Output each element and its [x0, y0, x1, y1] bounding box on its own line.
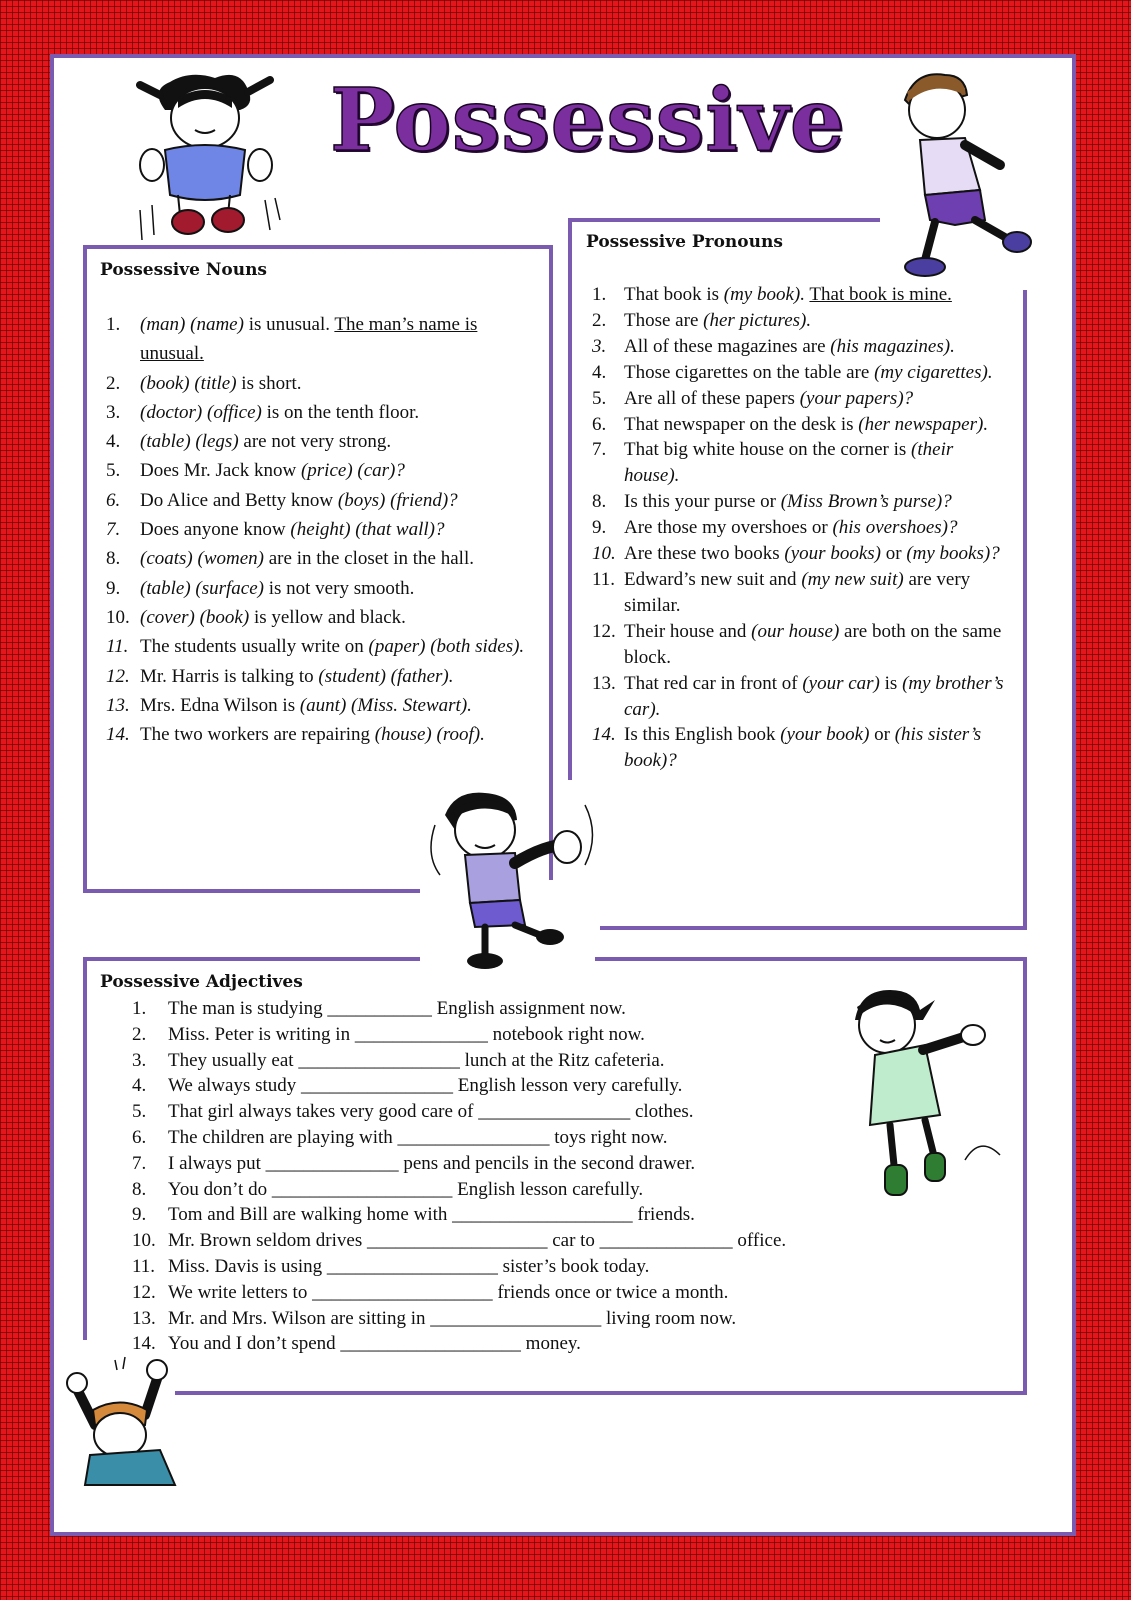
adjectives-item-number: 1. [132, 998, 147, 1019]
nouns-item-text: (table) (legs) are not very strong. [140, 431, 392, 453]
pronouns-item-number: 13. [592, 672, 616, 694]
boy-bouncing-illustration [425, 785, 600, 975]
page-title: Possessive [330, 70, 846, 171]
pronouns-item-number: 6. [592, 413, 607, 435]
nouns-item-number: 6. [106, 489, 121, 511]
pronouns-item [592, 437, 1012, 489]
pronouns-item-number: 8. [592, 491, 607, 513]
adjectives-item-number: 9. [132, 1204, 147, 1226]
adjectives-item-text: Tom and Bill are walking home with ___________________ friends. [168, 1204, 695, 1226]
nouns-item-text: Mrs. Edna Wilson is (aunt) (Miss. Stewart). [140, 694, 472, 716]
nouns-item-text: (book) (title) is short. [140, 372, 302, 394]
girl-green-illustration [845, 985, 1015, 1205]
nouns-item [106, 544, 538, 573]
adjectives-item-number: 2. [132, 1023, 147, 1045]
adjectives-item [132, 996, 932, 1022]
pronouns-item-text: Is this English book (your book) or (his sister’s book)? [624, 724, 982, 772]
boy-walking-illustration [895, 70, 1035, 280]
adjectives-item [132, 1048, 932, 1074]
nouns-item-text: The two workers are repairing (house) (roof). [140, 724, 485, 746]
nouns-list [106, 310, 538, 749]
pronouns-item-text: That book is (my book). That book is mine. [624, 284, 952, 305]
nouns-item-text: Mr. Harris is talking to (student) (father). [140, 665, 454, 687]
pronouns-item-text: Is this your purse or (Miss Brown’s purse)? [624, 491, 952, 513]
pronouns-item [592, 619, 1012, 671]
nouns-item-number: 10. [106, 606, 130, 628]
adjectives-item-text: We write letters to ___________________ friends once or twice a month. [168, 1281, 729, 1303]
pronouns-item [592, 541, 1012, 567]
nouns-item-number: 1. [106, 314, 121, 335]
adjectives-item-text: The man is studying ___________ English assignment now. [168, 998, 626, 1019]
pronouns-item [592, 360, 1012, 386]
adjectives-item [132, 1228, 932, 1254]
nouns-item-number: 5. [106, 460, 121, 482]
nouns-heading: Possessive Nouns [100, 260, 268, 280]
adjectives-item-number: 6. [132, 1126, 147, 1148]
adjectives-item [132, 1022, 932, 1048]
adjectives-item-text: They usually eat _________________ lunch at the Ritz cafeteria. [168, 1049, 665, 1071]
adjectives-item [132, 1177, 932, 1203]
adjectives-item [132, 1151, 932, 1177]
adjectives-item [132, 1099, 932, 1125]
nouns-item-number: 12. [106, 665, 130, 687]
pronouns-item [592, 567, 1012, 619]
pronouns-item-text: Those cigarettes on the table are (my cigarettes). [624, 361, 993, 383]
nouns-item-text: (cover) (book) is yellow and black. [140, 606, 406, 628]
adjectives-heading: Possessive Adjectives [100, 972, 303, 992]
pronouns-item [592, 671, 1012, 723]
pronouns-item [592, 489, 1012, 515]
nouns-item [106, 632, 538, 661]
adjectives-item-number: 3. [132, 1049, 147, 1071]
adjectives-item-number: 4. [132, 1075, 147, 1097]
nouns-item [106, 456, 538, 485]
pronouns-item-number: 10. [592, 543, 616, 565]
pronouns-item [592, 334, 1012, 360]
adjectives-item-text: Mr. and Mrs. Wilson are sitting in __________________ living room now. [168, 1307, 737, 1329]
nouns-item-text: (man) (name) is unusual. The man’s name is unusual. [140, 314, 478, 365]
boy-cheering-illustration [65, 1355, 195, 1485]
nouns-item-text: The students usually write on (paper) (both sides). [140, 636, 525, 658]
pronouns-item-text: Are all of these papers (your papers)? [624, 387, 914, 409]
adjectives-item [132, 1331, 932, 1357]
adjectives-item-number: 13. [132, 1307, 156, 1329]
pronouns-item-number: 12. [592, 620, 616, 642]
nouns-item-text: Does Mr. Jack know (price) (car)? [140, 460, 405, 482]
pronouns-item-text: That newspaper on the desk is (her newspaper). [624, 413, 989, 435]
pronouns-heading: Possessive Pronouns [586, 232, 783, 252]
nouns-item-number: 7. [106, 519, 121, 541]
nouns-item [106, 398, 538, 427]
adjectives-item-number: 12. [132, 1281, 156, 1303]
nouns-item [106, 369, 538, 398]
pronouns-item-number: 11. [592, 568, 616, 590]
adjectives-item-number: 8. [132, 1178, 147, 1200]
pronouns-item-number: 7. [592, 439, 607, 461]
nouns-item [106, 486, 538, 515]
adjectives-item-text: Miss. Davis is using __________________ sister’s book today. [168, 1255, 650, 1277]
adjectives-item [132, 1280, 932, 1306]
pronouns-item-number: 3. [592, 335, 607, 357]
nouns-item-text: Does anyone know (height) (that wall)? [140, 519, 445, 541]
nouns-item-number: 8. [106, 548, 121, 570]
adjectives-item-text: You don’t do ___________________ English lesson carefully. [168, 1178, 644, 1200]
pronouns-item-number: 9. [592, 517, 607, 539]
girl-jumping-illustration [130, 70, 290, 245]
pronouns-item [592, 386, 1012, 412]
adjectives-item-text: I always put ______________ pens and pencils in the second drawer. [168, 1152, 696, 1174]
pronouns-item-number: 1. [592, 284, 607, 305]
nouns-item [106, 515, 538, 544]
pronouns-item-text: Edward’s new suit and (my new suit) are very similar. [624, 568, 971, 616]
nouns-item [106, 691, 538, 720]
pronouns-item-number: 14. [592, 724, 616, 746]
nouns-item [106, 574, 538, 603]
pronouns-item-number: 2. [592, 309, 607, 331]
adjectives-item-text: We always study ________________ English lesson very carefully. [168, 1075, 683, 1097]
adjectives-item-number: 5. [132, 1101, 147, 1123]
nouns-item-text: Do Alice and Betty know (boys) (friend)? [140, 489, 458, 511]
nouns-item [106, 427, 538, 456]
nouns-item-number: 14. [106, 724, 130, 746]
nouns-item-text: (doctor) (office) is on the tenth floor. [140, 401, 420, 423]
pronouns-item-text: Are those my overshoes or (his overshoes)? [624, 517, 958, 539]
adjectives-item-text: That girl always takes very good care of ________________ clothes. [168, 1101, 694, 1123]
nouns-item [106, 662, 538, 691]
pronouns-item-text: That red car in front of (your car) is (my brother’s car). [624, 672, 1004, 720]
pronouns-item [592, 308, 1012, 334]
adjectives-item-text: The children are playing with ________________ toys right now. [168, 1126, 668, 1148]
nouns-item-number: 9. [106, 577, 121, 599]
nouns-item-number: 13. [106, 694, 130, 716]
nouns-item [106, 310, 538, 369]
adjectives-item-text: You and I don’t spend ___________________ money. [168, 1333, 581, 1355]
adjectives-item-text: Miss. Peter is writing in ______________ notebook right now. [168, 1023, 645, 1045]
nouns-item-number: 11. [106, 636, 129, 658]
nouns-item [106, 603, 538, 632]
pronouns-item-text: Are these two books (your books) or (my books)? [624, 543, 1000, 565]
nouns-item-number: 2. [106, 372, 121, 394]
pronouns-item-number: 5. [592, 387, 607, 409]
adjectives-item [132, 1306, 932, 1332]
pronouns-item-text: Those are (her pictures). [624, 309, 812, 331]
pronouns-item [592, 412, 1012, 438]
nouns-item-number: 4. [106, 431, 121, 453]
nouns-item [106, 720, 538, 749]
adjectives-item-text: Mr. Brown seldom drives ___________________ car to ______________ office. [168, 1230, 787, 1252]
pronouns-item [592, 282, 1012, 308]
adjectives-list [132, 996, 932, 1357]
nouns-item-text: (table) (surface) is not very smooth. [140, 577, 415, 599]
adjectives-item-number: 14. [132, 1333, 156, 1355]
adjectives-item [132, 1073, 932, 1099]
adjectives-item-number: 11. [132, 1255, 156, 1277]
nouns-item-number: 3. [106, 401, 121, 423]
adjectives-item [132, 1125, 932, 1151]
pronouns-item-text: All of these magazines are (his magazines). [624, 335, 955, 357]
adjectives-item-number: 7. [132, 1152, 147, 1174]
pronouns-item [592, 722, 1012, 774]
pronouns-item-text: That big white house on the corner is (their house). [624, 439, 954, 487]
adjectives-item [132, 1254, 932, 1280]
pronouns-item-text: Their house and (our house) are both on the same block. [624, 620, 1002, 668]
pronouns-item-number: 4. [592, 361, 607, 383]
pronouns-item [592, 515, 1012, 541]
nouns-item-text: (coats) (women) are in the closet in the hall. [140, 548, 474, 570]
adjectives-item-number: 10. [132, 1230, 156, 1252]
pronouns-list [592, 282, 1012, 774]
adjectives-item [132, 1202, 932, 1228]
